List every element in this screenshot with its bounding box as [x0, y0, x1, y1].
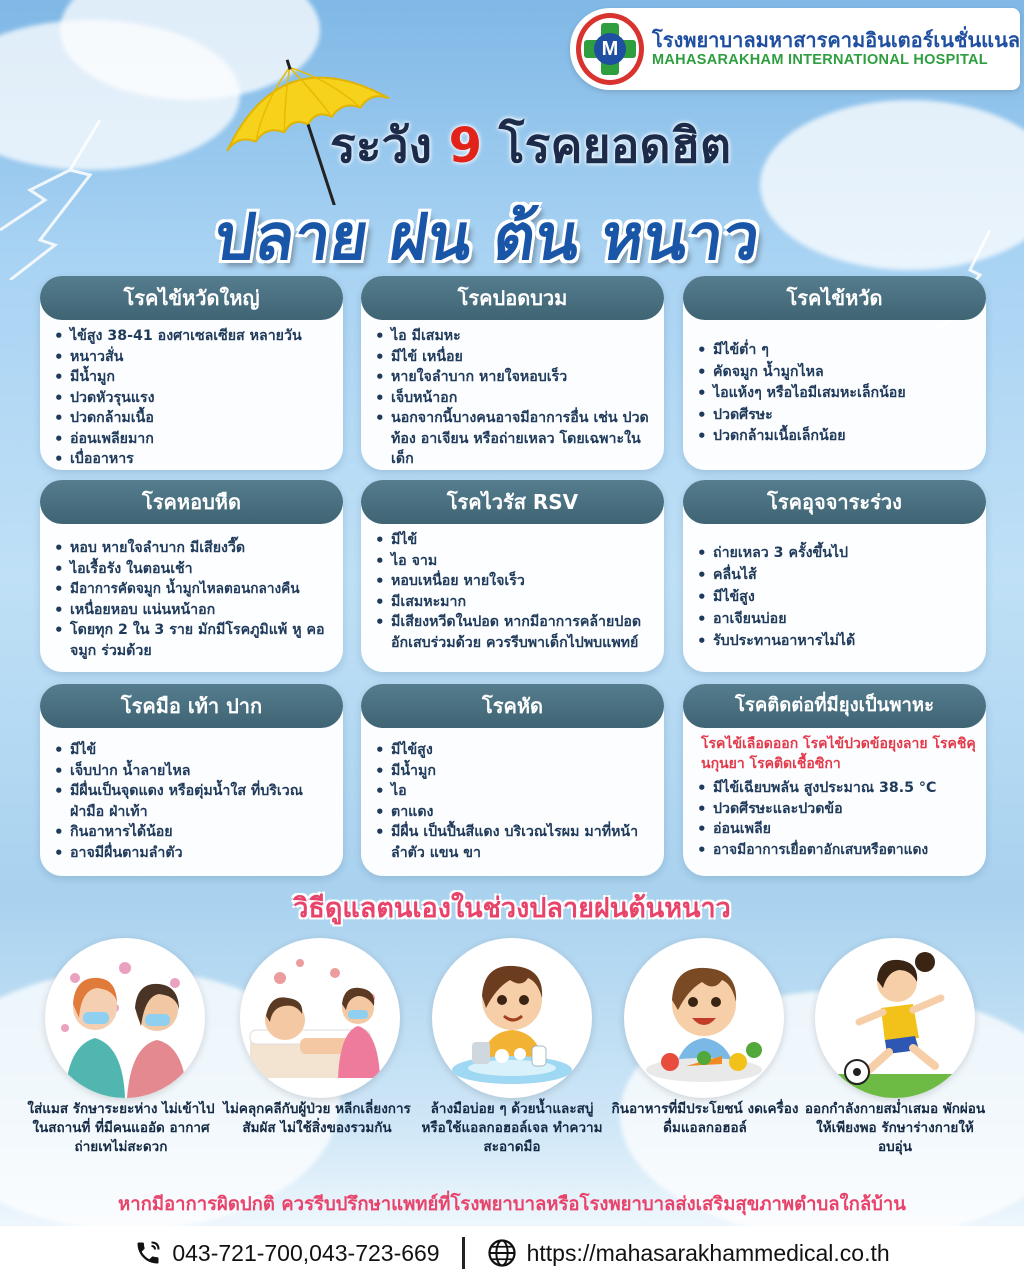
- symptom-list: [54, 538, 335, 661]
- symptom-item: • ปวดศีรษะ: [697, 405, 978, 427]
- symptom-item: • มีไข้สูง: [375, 740, 656, 761]
- divider: [462, 1237, 465, 1269]
- phone-number: 043-721-700,043-723-669: [172, 1239, 440, 1266]
- symptom-item: • มีเสียงหวีดในปอด หากมีอาการคล้ายปอดอักเสบร่วมด้วย ควรรีบพาเด็กไปพบแพทย์: [375, 612, 656, 653]
- lightning-icon: [0, 120, 140, 280]
- symptom-item: • หนาวสั่น: [54, 347, 335, 368]
- healthy-food-icon: [624, 938, 784, 1098]
- self-care-tip: ใส่แมส รักษาระยะห่าง ไม่เข้าไปในสถานที่ ที่มีคนแออัด อากาศถ่ายเทไม่สะดวก: [27, 1101, 215, 1155]
- self-care-tip: ไม่คลุกคลีกับผู้ป่วย หลีกเลี่ยงการสัมผัส ไม่ใช้สิ่งของรวมกัน: [223, 1101, 411, 1136]
- symptom-item: • อาเจียนบ่อย: [697, 608, 978, 630]
- phone-contact[interactable]: [134, 1239, 439, 1267]
- symptom-item: • มีน้ำมูก: [54, 367, 335, 388]
- symptom-item: • ไอเรื้อรัง ในตอนเช้า: [54, 559, 335, 580]
- symptom-item: • นอกจากนี้บางคนอาจมีอาการอื่น เช่น ปวดท้อง อาเจียน หรือถ่ายเหลว โดยเฉพาะในเด็ก: [375, 408, 656, 470]
- exercise-icon: [815, 938, 975, 1098]
- phone-icon: [134, 1239, 162, 1267]
- headline: ระวัง 9 โรคยอดฮิต: [330, 118, 732, 174]
- symptom-item: • อ่อนเพลียมาก: [54, 429, 335, 450]
- disease-card-influenza: [40, 276, 343, 470]
- disease-card-rsv: [361, 480, 664, 672]
- symptom-item: • ตาแดง: [375, 802, 656, 823]
- self-care-tip: กินอาหารที่มีประโยชน์ งดเครื่องดื่มแอลกอฮอล์: [611, 1101, 799, 1136]
- symptom-item: • มีไข้: [54, 740, 335, 761]
- symptom-item: • ไอ มีเสมหะ: [375, 326, 656, 347]
- hospital-emblem-icon: [576, 13, 644, 85]
- headline-subtitle: ปลาย ฝน ต้น หนาว: [209, 201, 765, 275]
- contact-bar: [0, 1226, 1024, 1280]
- symptom-item: • เจ็บหน้าอก: [375, 388, 656, 409]
- disease-card-title: โรคหัด: [361, 684, 664, 728]
- symptom-item: • ไอ จาม: [375, 551, 656, 572]
- hospital-name-th: โรงพยาบาลมหาสารคามอินเตอร์เนชั่นแนล: [652, 28, 1020, 53]
- symptom-item: • ไอ: [375, 781, 656, 802]
- sick-person-icon: [240, 938, 400, 1098]
- website-link[interactable]: [487, 1238, 890, 1268]
- symptom-item: • มีน้ำมูก: [375, 761, 656, 782]
- symptom-item: • มีไข้สูง: [697, 586, 978, 608]
- website-url: https://mahasarakhammedical.co.th: [526, 1239, 890, 1266]
- symptom-item: • ปวดกล้ามเนื้อ: [54, 408, 335, 429]
- disease-card-asthma: [40, 480, 343, 672]
- disease-card-title: โรคติดต่อที่มียุงเป็นพาหะ: [683, 684, 986, 728]
- disease-card-title: โรคไวรัส RSV: [361, 480, 664, 524]
- symptom-item: • คัดจมูก น้ำมูกไหล: [697, 362, 978, 384]
- symptom-item: • ปวดศีรษะและปวดข้อ: [697, 799, 978, 820]
- symptom-list: [54, 326, 335, 470]
- disease-card-title: โรคไข้หวัด: [683, 276, 986, 320]
- symptom-item: • เบื่ออาหาร: [54, 449, 335, 470]
- disease-card-note: โรคไข้เลือดออก โรคไข้ปวดข้อยุงลาย โรคชิคุนกุนยา โรคติดเชื้อซิกา: [701, 736, 976, 772]
- symptom-item: • เจ็บปาก น้ำลายไหล: [54, 761, 335, 782]
- disease-card-title: โรคปอดบวม: [361, 276, 664, 320]
- disease-card-measles: [361, 684, 664, 876]
- symptom-item: • มีอาการคัดจมูก น้ำมูกไหลตอนกลางคืน: [54, 579, 335, 600]
- advice-note: หากมีอาการผิดปกติ ควรรีบปรึกษาแพทย์ที่โรงพยาบาลหรือโรงพยาบาลส่งเสริมสุขภาพตำบลใกล้บ้าน: [118, 1194, 906, 1215]
- symptom-item: • กินอาหารได้น้อย: [54, 822, 335, 843]
- symptom-list: [697, 340, 978, 448]
- globe-icon: [487, 1238, 517, 1268]
- symptom-item: • อาจมีอาการเยื่อตาอักเสบหรือตาแดง: [697, 840, 978, 861]
- hand-washing-icon: [432, 938, 592, 1098]
- symptom-item: • ถ่ายเหลว 3 ครั้งขึ้นไป: [697, 542, 978, 564]
- symptom-item: • มีไข้: [375, 530, 656, 551]
- disease-card-diarrhea: [683, 480, 986, 672]
- symptom-list: [697, 778, 978, 860]
- symptom-item: • คลื่นไส้: [697, 564, 978, 586]
- disease-card-mosquito-borne: [683, 684, 986, 876]
- hospital-name-en: MAHASARAKHAM INTERNATIONAL HOSPITAL: [652, 52, 988, 69]
- symptom-item: • มีไข้ต่ำ ๆ: [697, 340, 978, 362]
- symptom-item: • รับประทานอาหารไม่ได้: [697, 630, 978, 652]
- symptom-item: • ไข้สูง 38-41 องศาเซลเซียส หลายวัน: [54, 326, 335, 347]
- disease-card-hand-foot-mouth: [40, 684, 343, 876]
- symptom-item: • มีไข้เฉียบพลัน สูงประมาณ 38.5 °C: [697, 778, 978, 799]
- symptom-item: • โดยทุก 2 ใน 3 ราย มักมีโรคภูมิแพ้ หู คอ จมูก ร่วมด้วย: [54, 620, 335, 661]
- symptom-list: [375, 530, 656, 653]
- symptom-item: • หอบ หายใจลำบาก มีเสียงวี๊ด: [54, 538, 335, 559]
- symptom-item: • ปวดกล้ามเนื้อเล็กน้อย: [697, 426, 978, 448]
- symptom-list: [697, 542, 978, 652]
- symptom-item: • ไอแห้งๆ หรือไอมีเสมหะเล็กน้อย: [697, 383, 978, 405]
- symptom-item: • อ่อนเพลีย: [697, 819, 978, 840]
- symptom-item: • เหนื่อยหอบ แน่นหน้าอก: [54, 600, 335, 621]
- disease-card-title: โรคมือ เท้า ปาก: [40, 684, 343, 728]
- self-care-tip: ล้างมือบ่อย ๆ ด้วยน้ำและสบู่ หรือใช้แอลกอฮอล์เจล ทำความสะอาดมือ: [421, 1101, 603, 1155]
- symptom-item: • อาจมีผื่นตามลำตัว: [54, 843, 335, 864]
- symptom-item: • มีเสมหะมาก: [375, 592, 656, 613]
- disease-card-common-cold: [683, 276, 986, 470]
- logo-letter: M: [594, 33, 626, 65]
- symptom-item: • มีผื่น เป็นปื้นสีแดง บริเวณไรผม มาที่หน้า ลำตัว แขน ขา: [375, 822, 656, 863]
- symptom-item: • หอบเหนื่อย หายใจเร็ว: [375, 571, 656, 592]
- symptom-item: • หายใจลำบาก หายใจหอบเร็ว: [375, 367, 656, 388]
- symptom-list: [54, 740, 335, 863]
- hospital-logo: [570, 8, 1020, 90]
- symptom-item: • มีไข้ เหนื่อย: [375, 347, 656, 368]
- self-care-tip: ออกกำลังกายสม่ำเสมอ พักผ่อนให้เพียงพอ รักษาร่างกายให้อบอุ่น: [804, 1101, 986, 1155]
- disease-card-title: โรคหอบหืด: [40, 480, 343, 524]
- symptom-item: • ปวดหัวรุนแรง: [54, 388, 335, 409]
- headline-number: 9: [448, 118, 483, 174]
- disease-card-title: โรคอุจจาระร่วง: [683, 480, 986, 524]
- symptom-item: • มีผื่นเป็นจุดแดง หรือตุ่มน้ำใส ที่บริเวณฝ่ามือ ฝ่าเท้า: [54, 781, 335, 822]
- mask-people-icon: [45, 938, 205, 1098]
- disease-card-title: โรคไข้หวัดใหญ่: [40, 276, 343, 320]
- symptom-list: [375, 326, 656, 470]
- symptom-list: [375, 740, 656, 863]
- self-care-title: วิธีดูแลตนเองในช่วงปลายฝนต้นหนาว: [293, 893, 731, 924]
- disease-card-pneumonia: [361, 276, 664, 470]
